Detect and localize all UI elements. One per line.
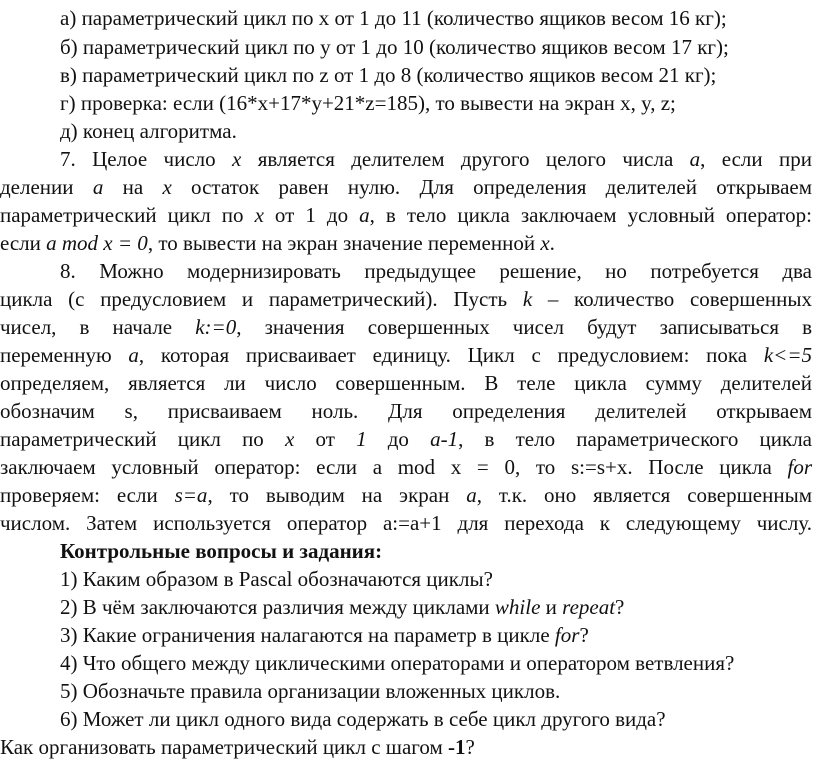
para8-line-10: числом. Затем используется оператор a:=a+1 для перехода к следующему числу.	[0, 511, 812, 535]
para7-line-1: 7. Целое число x является делителем другого целого числа a, если при	[60, 147, 812, 171]
list-item-e: д) конец алгоритма.	[60, 119, 237, 143]
question-6: 6) Может ли цикл одного вида содержать в себе цикл другого вида?	[60, 707, 666, 731]
list-item-c: в) параметрический цикл по z от 1 до 8 (количество ящиков весом 21 кг);	[60, 63, 717, 87]
question-7: Как организовать параметрический цикл с шагом -1?	[0, 735, 475, 759]
para8-line-3: чисел, в начале k:=0, значения совершенных чисел будут записываться в	[0, 315, 812, 339]
list-item-a: а) параметрический цикл по x от 1 до 11 (количество ящиков весом 16 кг);	[60, 6, 727, 30]
para8-line-1: 8. Можно модернизировать предыдущее решение, но потребуется два	[60, 259, 812, 283]
question-5: 5) Обозначьте правила организации вложенных циклов.	[60, 679, 561, 703]
para8-line-2: цикла (с предусловием и параметрический). Пусть k – количество совершенных	[0, 287, 812, 311]
para8-line-8: заключаем условный оператор: если a mod x = 0, то s:=s+x. После цикла for	[0, 455, 812, 479]
list-item-d: г) проверка: если (16*x+17*y+21*z=185), то вывести на экран x, y, z;	[60, 91, 676, 115]
para7-line-4: если a mod x = 0, то вывести на экран значение переменной x.	[0, 231, 555, 255]
question-3: 3) Какие ограничения налагаются на параметр в цикле for?	[60, 623, 589, 647]
questions-heading: Контрольные вопросы и задания:	[60, 539, 383, 563]
para8-line-9: проверяем: если s=a, то выводим на экран a, т.к. оно является совершенным	[0, 483, 812, 507]
para7-line-3: параметрический цикл по x от 1 до a, в тело цикла заключаем условный оператор:	[0, 203, 812, 227]
para8-line-5: определяем, является ли число совершенным. В теле цикла сумму делителей	[0, 371, 812, 395]
list-item-b: б) параметрический цикл по y от 1 до 10 (количество ящиков весом 17 кг);	[60, 35, 729, 59]
question-4: 4) Что общего между циклическими операторами и оператором ветвления?	[60, 651, 735, 675]
para8-line-4: переменную a, которая присваивает единицу. Цикл с предусловием: пока k<=5	[0, 343, 812, 367]
question-2: 2) В чём заключаются различия между циклами while и repeat?	[60, 595, 625, 619]
para7-line-2: делении a на x остаток равен нулю. Для определения делителей открываем	[0, 175, 813, 199]
para8-line-6: обозначим s, присваиваем ноль. Для определения делителей открываем	[0, 399, 812, 423]
para8-line-7: параметрический цикл по x от 1 до a-1, в тело параметрического цикла	[0, 427, 813, 451]
question-1: 1) Каким образом в Pascal обозначаются циклы?	[60, 567, 493, 591]
